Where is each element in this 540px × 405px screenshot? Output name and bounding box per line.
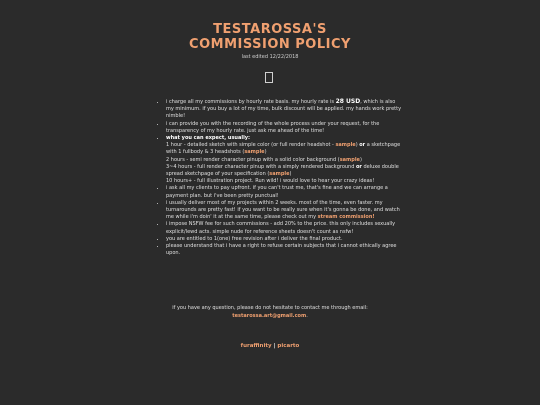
list-item: • i usually deliver most of my projects within 2 weeks. most of the time, even faster. my turnarounds are pretty fast! if you want to be really sure when it's gonna be done, and watch me while i'm doin' it at the same time, please check out my stream commission! bbox=[166, 200, 404, 222]
expectations-heading: what you can expect, usually: bbox=[166, 135, 251, 142]
list-item: • i impose NSFW fee for such commissions - add 20% to the price. this only includes sexually explicit/lewd acts. simple nude for reference sheets doesn't count as nsfw! bbox=[166, 221, 404, 235]
list-item: • i charge all my commissions by hourly rate basis. my hourly rate is 28 USD, which is also my minimum. if you buy a lot of my time, bulk discount will be applied. my hands work pretty nimble! bbox=[166, 98, 404, 121]
policy-list bbox=[156, 98, 404, 257]
sample-link[interactable]: sample bbox=[339, 156, 360, 163]
contact-text: if you have any question, please do not hesitate to contact me through email: bbox=[172, 305, 368, 311]
sample-link[interactable]: sample bbox=[269, 171, 290, 178]
hourly-rate: 28 USD bbox=[335, 98, 361, 105]
picarto-link[interactable]: picarto bbox=[277, 343, 300, 349]
sample-link[interactable]: sample bbox=[244, 149, 265, 156]
list-item: • please understand that i have a right to refuse certain subjects that i cannot ethically agree upon. bbox=[166, 243, 404, 257]
page-title-line2: COMMISSION POLICY bbox=[189, 37, 351, 52]
sample-link[interactable]: sample bbox=[335, 142, 356, 149]
stream-commission-link[interactable]: stream commission! bbox=[317, 214, 375, 221]
list-item: • i ask all my clients to pay upfront. if you can't trust me, that's fine and we can arrange a payment plan. but i've been pretty punctual! bbox=[166, 185, 404, 199]
footer-links: furaffinity | picarto bbox=[240, 343, 300, 349]
email-link[interactable]: testarossa.art@gmail.com bbox=[232, 313, 307, 319]
contact-section: if you have any question, please do not hesitate to contact me through email: testarossa.art@gmail.com. bbox=[172, 305, 368, 319]
list-item: • you are entitled to 1(one) free revision after i deliver the final product. bbox=[166, 236, 404, 243]
list-item: • what you can expect, usually: 1 hour - detailed sketch with simple color (or full render headshot - sample) or a sketchpage with 1 fullbody & 3 headshots (sample) 2 hours - semi render character pinup with a solid color background (sample) 3~4 hours - full render character pinup with a simply rendered background or deluxe double spread sketchpage of your specification (sample) 10 hours+ - full illustration project. Run wild! i would love to hear your crazy ideas! bbox=[166, 135, 404, 185]
list-item: • i can provide you with the recording of the whole process under your request, for the transparency of my hourly rate. just ask me ahead of the time! bbox=[166, 121, 404, 135]
missing-glyph-icon bbox=[265, 72, 273, 83]
furaffinity-link[interactable]: furaffinity bbox=[240, 343, 272, 349]
last-edited-date: last edited 12/22/2018 bbox=[241, 54, 299, 60]
page-title-line1: TESTAROSSA'S bbox=[213, 22, 327, 37]
